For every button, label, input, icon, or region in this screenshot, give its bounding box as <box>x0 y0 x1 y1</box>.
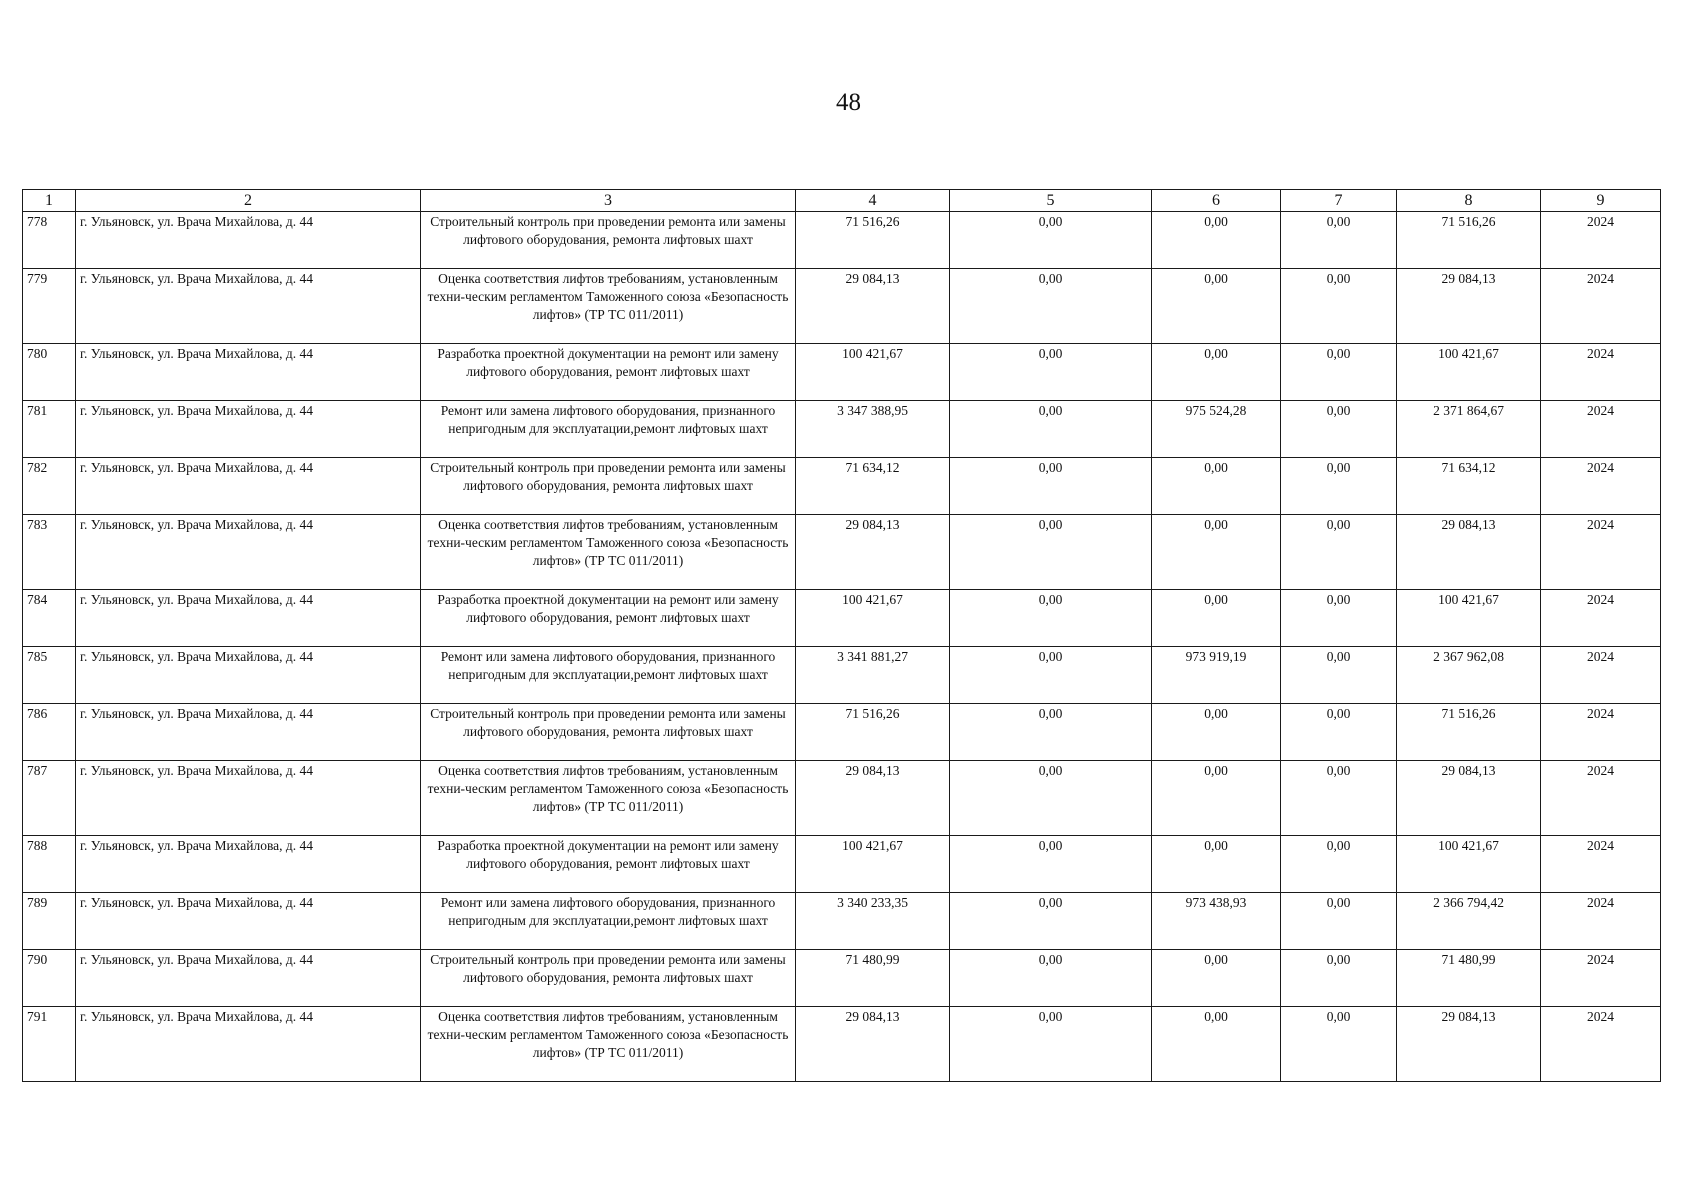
total-cost-cell: 71 480,99 <box>796 950 950 1007</box>
value-col5-cell: 0,00 <box>950 458 1152 515</box>
address-cell: г. Ульяновск, ул. Врача Михайлова, д. 44 <box>76 647 421 704</box>
table-row <box>23 458 1661 515</box>
address-cell: г. Ульяновск, ул. Врача Михайлова, д. 44 <box>76 344 421 401</box>
table-row <box>23 344 1661 401</box>
work-type-cell: Ремонт или замена лифтового оборудования, признанного непригодным для эксплуатации,ремонт лифтовых шахт <box>421 647 796 704</box>
column-header: 6 <box>1152 190 1281 212</box>
table-row <box>23 950 1661 1007</box>
value-col8-cell: 29 084,13 <box>1397 761 1541 836</box>
value-col6-cell: 0,00 <box>1152 590 1281 647</box>
address-cell: г. Ульяновск, ул. Врача Михайлова, д. 44 <box>76 590 421 647</box>
total-cost-cell: 29 084,13 <box>796 761 950 836</box>
total-cost-cell: 100 421,67 <box>796 590 950 647</box>
row-number: 790 <box>23 950 76 1007</box>
table-row <box>23 893 1661 950</box>
value-col6-cell: 975 524,28 <box>1152 401 1281 458</box>
value-col8-cell: 100 421,67 <box>1397 590 1541 647</box>
row-number: 784 <box>23 590 76 647</box>
value-col5-cell: 0,00 <box>950 893 1152 950</box>
table-row <box>23 590 1661 647</box>
column-header: 1 <box>23 190 76 212</box>
value-col7-cell: 0,00 <box>1281 893 1397 950</box>
value-col8-cell: 100 421,67 <box>1397 344 1541 401</box>
year-cell: 2024 <box>1541 344 1661 401</box>
value-col7-cell: 0,00 <box>1281 458 1397 515</box>
address-cell: г. Ульяновск, ул. Врача Михайлова, д. 44 <box>76 704 421 761</box>
work-type-cell: Оценка соответствия лифтов требованиям, установленным техни-ческим регламентом Таможенного союза «Безопасность лифтов» (ТР ТС 011/2011) <box>421 1007 796 1082</box>
work-type-cell: Оценка соответствия лифтов требованиям, установленным техни-ческим регламентом Таможенного союза «Безопасность лифтов» (ТР ТС 011/2011) <box>421 515 796 590</box>
table-header <box>23 190 1661 212</box>
table-row <box>23 269 1661 344</box>
table-body <box>23 212 1661 1082</box>
column-header: 3 <box>421 190 796 212</box>
work-type-cell: Оценка соответствия лифтов требованиям, установленным техни-ческим регламентом Таможенного союза «Безопасность лифтов» (ТР ТС 011/2011) <box>421 761 796 836</box>
year-cell: 2024 <box>1541 761 1661 836</box>
table-row <box>23 761 1661 836</box>
value-col8-cell: 2 366 794,42 <box>1397 893 1541 950</box>
table-row <box>23 647 1661 704</box>
value-col7-cell: 0,00 <box>1281 950 1397 1007</box>
year-cell: 2024 <box>1541 836 1661 893</box>
row-number: 782 <box>23 458 76 515</box>
row-number: 780 <box>23 344 76 401</box>
row-number: 786 <box>23 704 76 761</box>
value-col6-cell: 0,00 <box>1152 344 1281 401</box>
value-col7-cell: 0,00 <box>1281 269 1397 344</box>
value-col8-cell: 29 084,13 <box>1397 1007 1541 1082</box>
year-cell: 2024 <box>1541 1007 1661 1082</box>
year-cell: 2024 <box>1541 212 1661 269</box>
value-col5-cell: 0,00 <box>950 515 1152 590</box>
work-type-cell: Ремонт или замена лифтового оборудования, признанного непригодным для эксплуатации,ремонт лифтовых шахт <box>421 893 796 950</box>
year-cell: 2024 <box>1541 647 1661 704</box>
total-cost-cell: 3 347 388,95 <box>796 401 950 458</box>
value-col7-cell: 0,00 <box>1281 212 1397 269</box>
total-cost-cell: 29 084,13 <box>796 515 950 590</box>
value-col5-cell: 0,00 <box>950 401 1152 458</box>
value-col5-cell: 0,00 <box>950 590 1152 647</box>
year-cell: 2024 <box>1541 401 1661 458</box>
address-cell: г. Ульяновск, ул. Врача Михайлова, д. 44 <box>76 269 421 344</box>
work-type-cell: Разработка проектной документации на ремонт или замену лифтового оборудования, ремонт лифтовых шахт <box>421 344 796 401</box>
page-number: 48 <box>836 89 861 116</box>
table-row <box>23 515 1661 590</box>
works-table <box>22 189 1661 1082</box>
total-cost-cell: 29 084,13 <box>796 269 950 344</box>
value-col5-cell: 0,00 <box>950 647 1152 704</box>
work-type-cell: Строительный контроль при проведении ремонта или замены лифтового оборудования, ремонта лифтовых шахт <box>421 950 796 1007</box>
work-type-cell: Оценка соответствия лифтов требованиям, установленным техни-ческим регламентом Таможенного союза «Безопасность лифтов» (ТР ТС 011/2011) <box>421 269 796 344</box>
row-number: 785 <box>23 647 76 704</box>
year-cell: 2024 <box>1541 893 1661 950</box>
address-cell: г. Ульяновск, ул. Врача Михайлова, д. 44 <box>76 1007 421 1082</box>
total-cost-cell: 71 516,26 <box>796 704 950 761</box>
work-type-cell: Строительный контроль при проведении ремонта или замены лифтового оборудования, ремонта лифтовых шахт <box>421 704 796 761</box>
column-header: 5 <box>950 190 1152 212</box>
value-col8-cell: 29 084,13 <box>1397 515 1541 590</box>
row-number: 781 <box>23 401 76 458</box>
row-number: 778 <box>23 212 76 269</box>
table-row <box>23 1007 1661 1082</box>
value-col6-cell: 0,00 <box>1152 1007 1281 1082</box>
year-cell: 2024 <box>1541 269 1661 344</box>
table-row <box>23 836 1661 893</box>
value-col7-cell: 0,00 <box>1281 761 1397 836</box>
work-type-cell: Разработка проектной документации на ремонт или замену лифтового оборудования, ремонт лифтовых шахт <box>421 590 796 647</box>
column-header: 2 <box>76 190 421 212</box>
value-col5-cell: 0,00 <box>950 269 1152 344</box>
column-header: 9 <box>1541 190 1661 212</box>
row-number: 788 <box>23 836 76 893</box>
value-col7-cell: 0,00 <box>1281 344 1397 401</box>
address-cell: г. Ульяновск, ул. Врача Михайлова, д. 44 <box>76 950 421 1007</box>
work-type-cell: Разработка проектной документации на ремонт или замену лифтового оборудования, ремонт лифтовых шахт <box>421 836 796 893</box>
value-col5-cell: 0,00 <box>950 836 1152 893</box>
table-row <box>23 704 1661 761</box>
address-cell: г. Ульяновск, ул. Врача Михайлова, д. 44 <box>76 893 421 950</box>
value-col8-cell: 100 421,67 <box>1397 836 1541 893</box>
value-col8-cell: 71 516,26 <box>1397 704 1541 761</box>
value-col8-cell: 2 371 864,67 <box>1397 401 1541 458</box>
value-col5-cell: 0,00 <box>950 212 1152 269</box>
value-col6-cell: 0,00 <box>1152 950 1281 1007</box>
address-cell: г. Ульяновск, ул. Врача Михайлова, д. 44 <box>76 761 421 836</box>
address-cell: г. Ульяновск, ул. Врача Михайлова, д. 44 <box>76 458 421 515</box>
year-cell: 2024 <box>1541 950 1661 1007</box>
table-row <box>23 401 1661 458</box>
total-cost-cell: 71 516,26 <box>796 212 950 269</box>
column-header: 7 <box>1281 190 1397 212</box>
address-cell: г. Ульяновск, ул. Врача Михайлова, д. 44 <box>76 401 421 458</box>
address-cell: г. Ульяновск, ул. Врача Михайлова, д. 44 <box>76 212 421 269</box>
row-number: 779 <box>23 269 76 344</box>
value-col8-cell: 71 516,26 <box>1397 212 1541 269</box>
value-col8-cell: 71 480,99 <box>1397 950 1541 1007</box>
value-col7-cell: 0,00 <box>1281 515 1397 590</box>
total-cost-cell: 100 421,67 <box>796 836 950 893</box>
value-col6-cell: 973 919,19 <box>1152 647 1281 704</box>
value-col5-cell: 0,00 <box>950 1007 1152 1082</box>
work-type-cell: Ремонт или замена лифтового оборудования, признанного непригодным для эксплуатации,ремонт лифтовых шахт <box>421 401 796 458</box>
row-number: 789 <box>23 893 76 950</box>
value-col6-cell: 0,00 <box>1152 836 1281 893</box>
column-header: 4 <box>796 190 950 212</box>
header-row <box>23 190 1661 212</box>
year-cell: 2024 <box>1541 458 1661 515</box>
value-col7-cell: 0,00 <box>1281 401 1397 458</box>
total-cost-cell: 71 634,12 <box>796 458 950 515</box>
value-col7-cell: 0,00 <box>1281 836 1397 893</box>
value-col8-cell: 29 084,13 <box>1397 269 1541 344</box>
value-col6-cell: 973 438,93 <box>1152 893 1281 950</box>
value-col7-cell: 0,00 <box>1281 647 1397 704</box>
value-col7-cell: 0,00 <box>1281 1007 1397 1082</box>
value-col6-cell: 0,00 <box>1152 704 1281 761</box>
year-cell: 2024 <box>1541 704 1661 761</box>
value-col5-cell: 0,00 <box>950 761 1152 836</box>
total-cost-cell: 3 341 881,27 <box>796 647 950 704</box>
work-type-cell: Строительный контроль при проведении ремонта или замены лифтового оборудования, ремонта лифтовых шахт <box>421 212 796 269</box>
address-cell: г. Ульяновск, ул. Врача Михайлова, д. 44 <box>76 515 421 590</box>
value-col6-cell: 0,00 <box>1152 458 1281 515</box>
value-col5-cell: 0,00 <box>950 344 1152 401</box>
value-col8-cell: 2 367 962,08 <box>1397 647 1541 704</box>
row-number: 791 <box>23 1007 76 1082</box>
work-type-cell: Строительный контроль при проведении ремонта или замены лифтового оборудования, ремонта лифтовых шахт <box>421 458 796 515</box>
table-row <box>23 212 1661 269</box>
total-cost-cell: 100 421,67 <box>796 344 950 401</box>
row-number: 787 <box>23 761 76 836</box>
value-col6-cell: 0,00 <box>1152 212 1281 269</box>
total-cost-cell: 3 340 233,35 <box>796 893 950 950</box>
value-col8-cell: 71 634,12 <box>1397 458 1541 515</box>
year-cell: 2024 <box>1541 590 1661 647</box>
column-header: 8 <box>1397 190 1541 212</box>
value-col6-cell: 0,00 <box>1152 761 1281 836</box>
value-col7-cell: 0,00 <box>1281 704 1397 761</box>
value-col5-cell: 0,00 <box>950 950 1152 1007</box>
row-number: 783 <box>23 515 76 590</box>
address-cell: г. Ульяновск, ул. Врача Михайлова, д. 44 <box>76 836 421 893</box>
value-col7-cell: 0,00 <box>1281 590 1397 647</box>
year-cell: 2024 <box>1541 515 1661 590</box>
value-col5-cell: 0,00 <box>950 704 1152 761</box>
total-cost-cell: 29 084,13 <box>796 1007 950 1082</box>
value-col6-cell: 0,00 <box>1152 515 1281 590</box>
value-col6-cell: 0,00 <box>1152 269 1281 344</box>
